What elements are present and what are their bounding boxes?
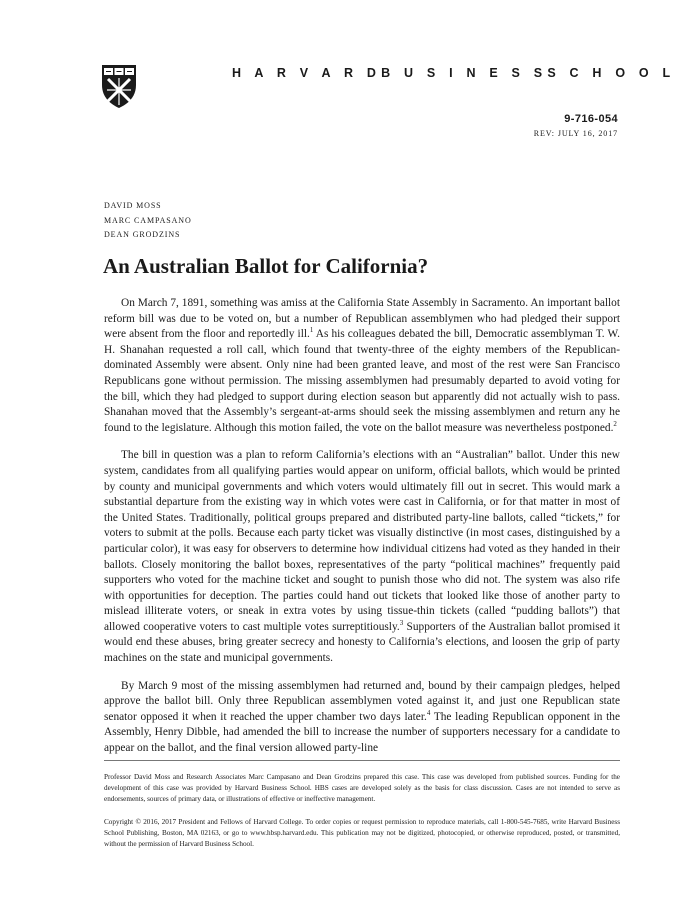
- wordmark-harvard: H A R V A R D: [232, 66, 382, 80]
- revision-date: REV: JULY 16, 2017: [533, 129, 618, 138]
- school-wordmark: [232, 63, 676, 83]
- author-name: DEAN GRODZINS: [104, 230, 181, 239]
- case-title: An Australian Ballot for California?: [103, 254, 429, 278]
- wordmark-school: S C H O O L: [547, 66, 676, 80]
- author-name: MARC CAMPASANO: [104, 215, 192, 225]
- case-body: [104, 296, 620, 769]
- wordmark-business: B U S I N E S S: [381, 66, 548, 80]
- footer-divider: [104, 760, 620, 761]
- body-paragraph: On March 7, 1891, something was amiss at the California State Assembly in Sacramento. An important ballot reform bill was due to be voted on, but a number of Republican assemblymen who had pledged their support were absent from the floor and reportedly ill.$^1$ As his colleagues debated the bill, Democratic assemblyman T. W. H. Shanahan requested a roll call, which found that twenty-three of the eighty members of the Republican-dominated Assembly were absent. Only nine had been granted leave, and most of the rest were San Francisco Republicans gone without permission. The missing assemblymen had presumably departed to avoid voting for the bill, which they had pledged to support during election season but apparently did not actually wish to pass. Shanahan moved that the Assembly’s sergeant-at-arms should seek the missing assemblymen and return any he found to the legislature. Although this motion failed, the vote on the ballot measure was nevertheless postponed.$^2$: [104, 297, 620, 434]
- footer-copyright: Copyright © 2016, 2017 President and Fellows of Harvard College. To order copies or request permission to reproduce materials, call 1-800-545-7685, write Harvard Business School Publishing, Boston, MA 02163, or go to www.hbsp.harvard.edu. This publication may not be digitized, photocopied, or otherwise reproduced, posted, or transmitted, without the permission of Harvard Business School.: [104, 818, 620, 848]
- case-number: 9-716-054: [564, 113, 618, 125]
- harvard-veritas-shield-icon: [100, 63, 138, 109]
- body-paragraph: By March 9 most of the missing assemblymen had returned and, bound by their campaign pledges, helped approve the ballot bill. Only three Republican assemblymen voted against it, and just one Republican state senator opposed it when it reached the upper chamber two days later.$^4$ The leading Republican opponent in the Assembly, Henry Dibble, had amended the bill to increase the number of supporters necessary for a candidate to appear on the ballot, and the final version allowed party-line: [104, 679, 620, 755]
- footer-disclaimer: Professor David Moss and Research Associates Marc Campasano and Dean Grodzins prepared this case. This case was developed from published sources. Funding for the development of this case was provided by Harvard Business School. HBS cases are developed solely as the basis for class discussion. Cases are not intended to serve as endorsements, sources of primary data, or illustrations of effective or ineffective management.: [104, 773, 620, 803]
- author-name: DAVID MOSS: [104, 201, 162, 210]
- author-list: [104, 199, 192, 243]
- body-paragraph: The bill in question was a plan to reform California’s elections with an “Australian” ballot. Under this new system, candidates from all qualifying parties would appear on uniform, official ballots, which would be printed by county and municipal governments and which voters would ultimately fill out in secret. This would mark a substantial departure from the existing way in which votes were cast in California, or for that matter in most of the United States. Traditionally, political groups prepared and distributed party-line ballots, called “tickets,” for voters to submit at the polls. Because each party ticket was visually distinctive (in most cases, distinguished by a particular color), it was easy for observers to determine how individual citizens had voted as they handed in their ballots. Closely monitoring the ballot boxes, representatives of the party “political machines” frequently paid supporters who voted for the machine ticket and sought to punish those who did not. The system was also rife with opportunities for deception. The parties could hand out tickets that looked like those of another party to mislead illiterate voters, or sneak in extra votes by using tissue-thin tickets (called “pudding ballots”) that allowed cooperative voters to cast multiple votes surreptitiously.$^3$ Supporters of the Australian ballot promised it would end these abuses, bring greater secrecy and honesty to California’s elections, and loosen the grip of party machines on the state and municipal governments.: [104, 449, 620, 665]
